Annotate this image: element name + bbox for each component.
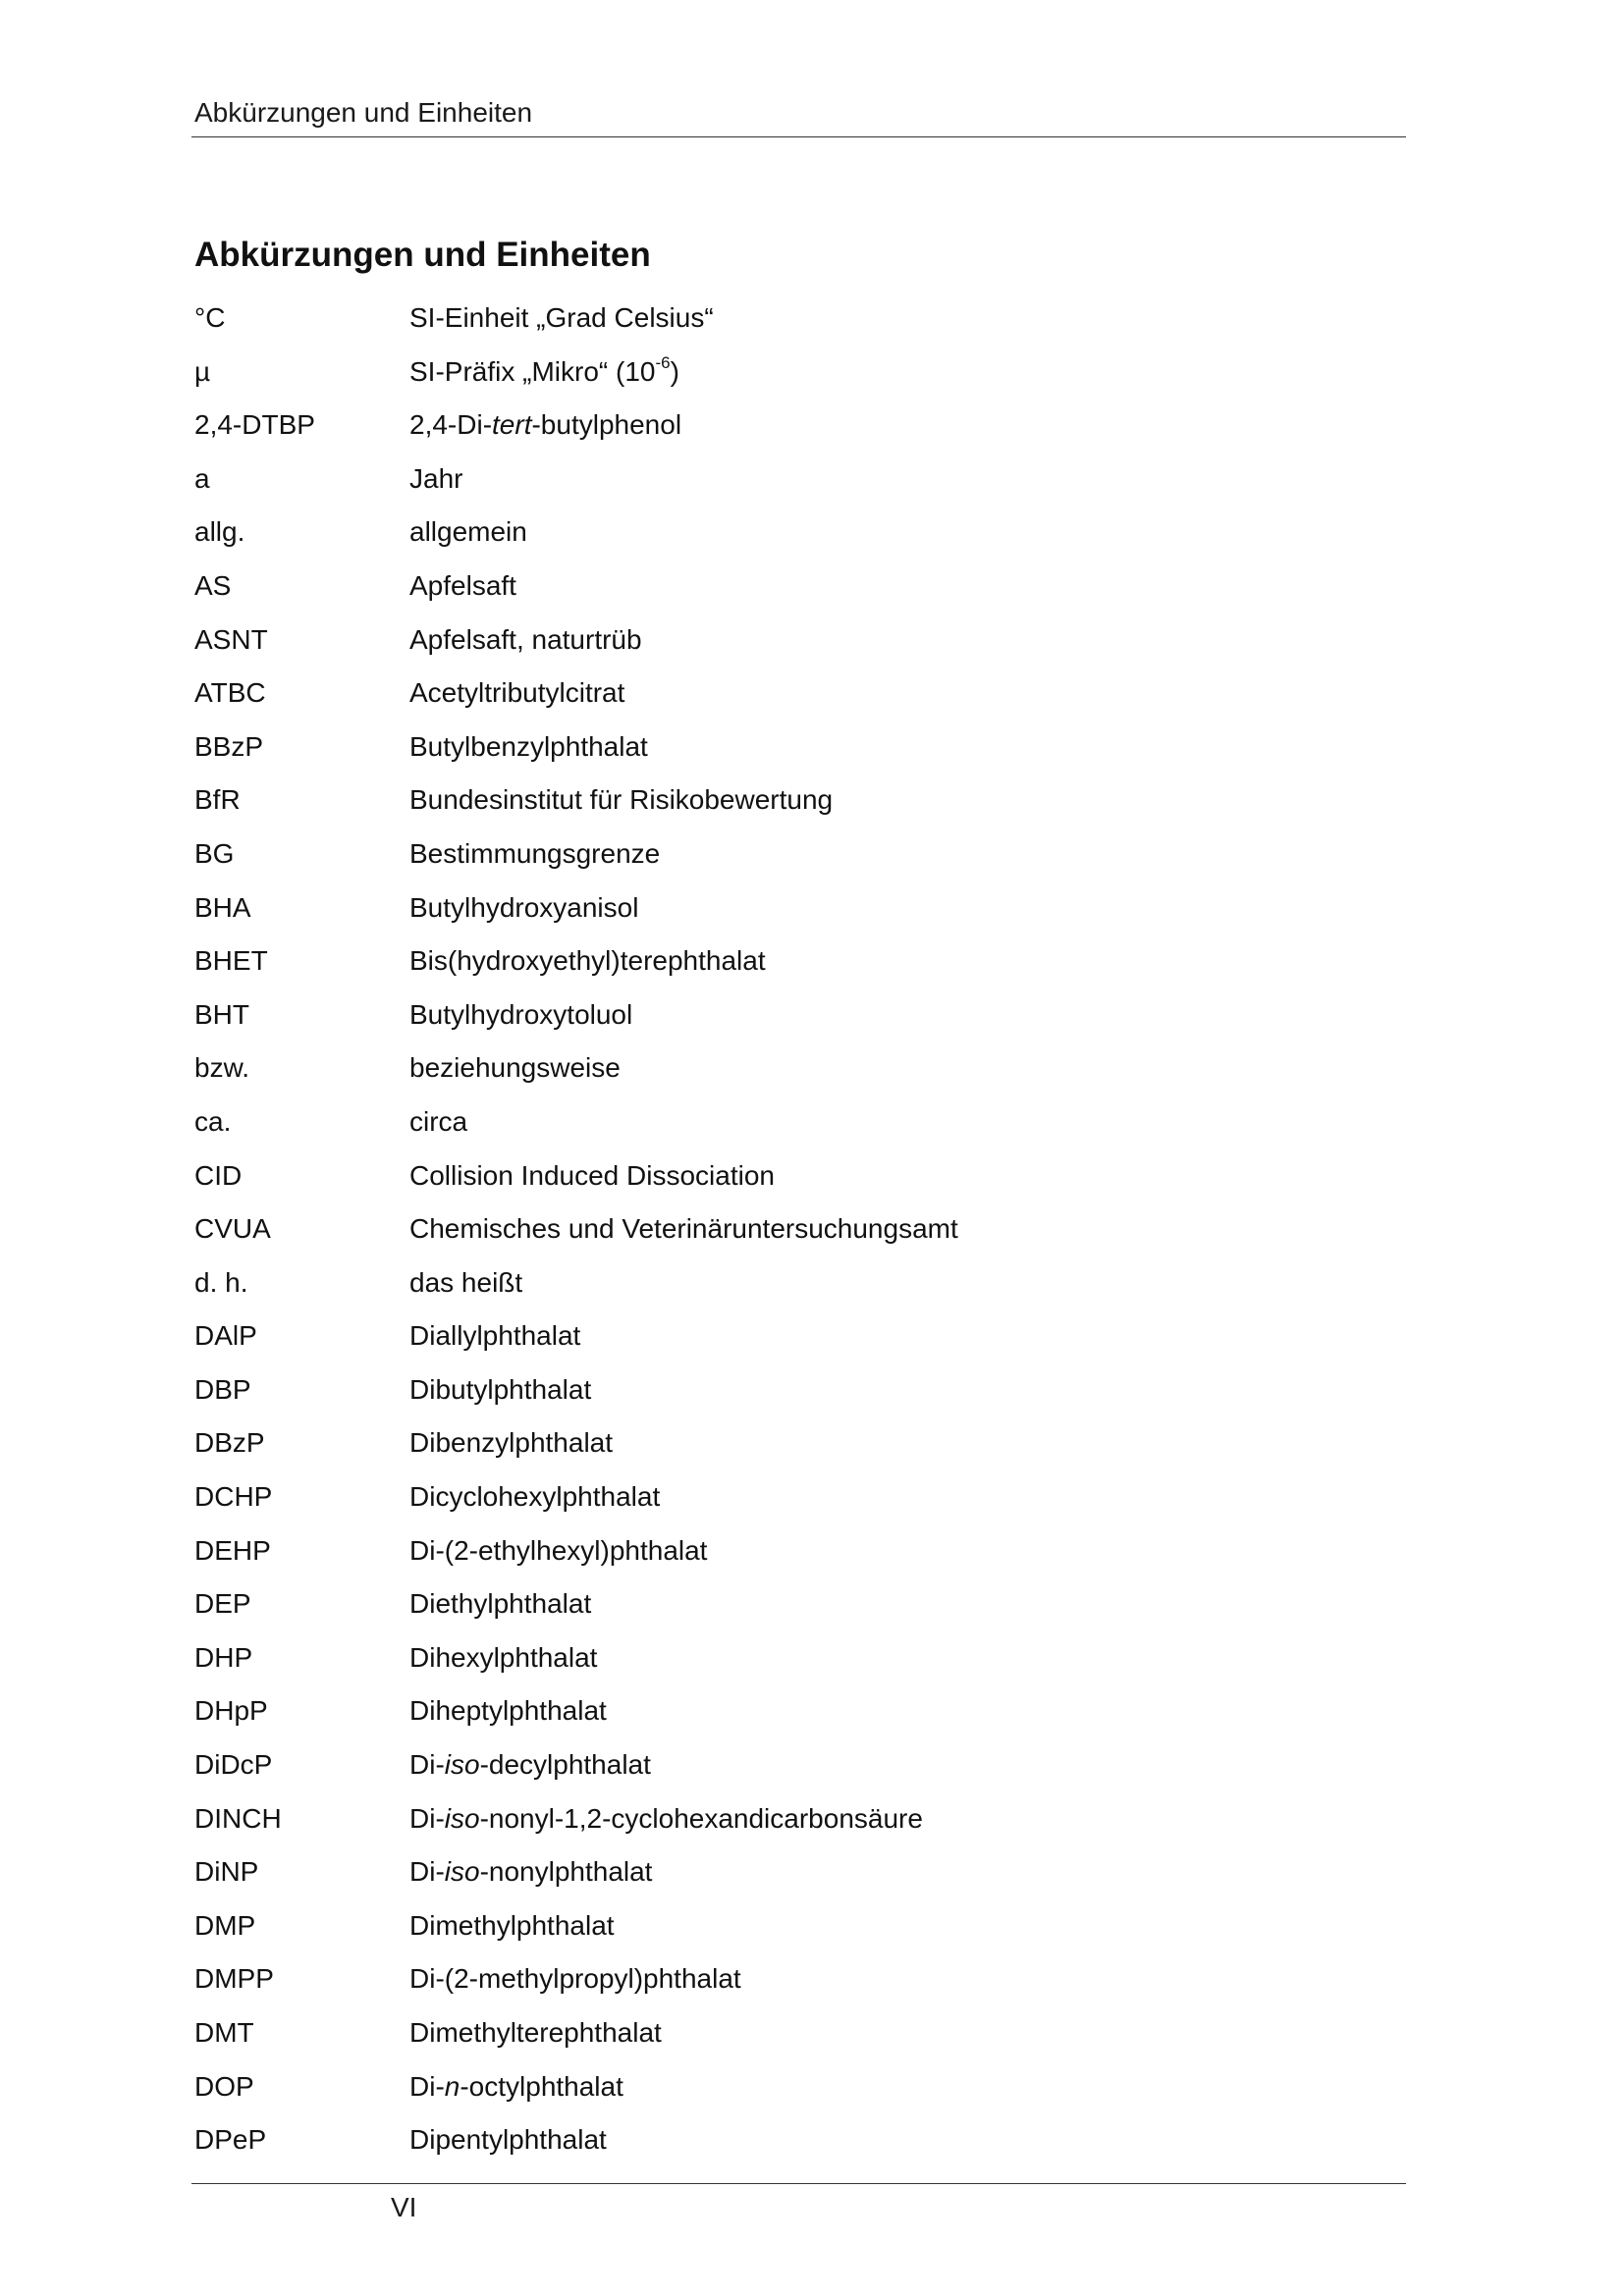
definition-italic-segment: iso — [444, 1802, 480, 1834]
abbreviation-term: BG — [194, 837, 235, 869]
abbreviation-term: DCHP — [194, 1481, 273, 1513]
abbreviation-definition — [409, 782, 1406, 818]
definition-segment: Bundesinstitut für Risikobewertung — [409, 784, 834, 816]
abbreviation-definition — [409, 407, 1406, 443]
definition-segment: allgemein — [409, 516, 527, 548]
abbreviation-row — [194, 1479, 1406, 1533]
definition-segment: beziehungsweise — [409, 1052, 621, 1084]
abbreviation-definition — [409, 675, 1406, 711]
abbreviation-row — [194, 622, 1406, 676]
header-rule — [191, 136, 1406, 137]
abbreviation-row — [194, 2015, 1406, 2069]
abbreviation-definition — [409, 836, 1406, 872]
abbreviation-row — [194, 1908, 1406, 1962]
abbreviation-term: CVUA — [194, 1213, 271, 1245]
abbreviation-row — [194, 1693, 1406, 1747]
abbreviation-term: DPeP — [194, 2124, 267, 2156]
definition-segment: Dibenzylphthalat — [409, 1427, 614, 1459]
definition-segment: Dibutylphthalat — [409, 1373, 592, 1405]
abbreviation-definition — [409, 1533, 1406, 1569]
abbreviation-term: DMP — [194, 1909, 256, 1941]
abbreviation-row — [194, 836, 1406, 890]
definition-segment: Butylhydroxytoluol — [409, 998, 633, 1030]
definition-segment: Di- — [409, 1802, 445, 1834]
definition-segment: Bestimmungsgrenze — [409, 837, 661, 869]
abbreviation-definition — [409, 943, 1406, 979]
definition-italic-segment: iso — [444, 1749, 480, 1781]
abbreviation-row — [194, 1961, 1406, 2015]
abbreviation-row — [194, 2122, 1406, 2176]
definition-segment: Di- — [409, 1749, 445, 1781]
abbreviation-row — [194, 1854, 1406, 1908]
definition-italic-segment: n — [444, 2070, 460, 2102]
definition-segment: ) — [670, 355, 679, 387]
definition-italic-segment: iso — [444, 1856, 480, 1888]
abbreviation-definition — [409, 2015, 1406, 2051]
abbreviation-term: DINCH — [194, 1802, 282, 1834]
abbreviation-definition — [409, 729, 1406, 765]
abbreviation-definition — [409, 354, 1406, 390]
abbreviation-term: BBzP — [194, 730, 264, 762]
abbreviation-row — [194, 1586, 1406, 1640]
abbreviation-row — [194, 1533, 1406, 1587]
abbreviation-list — [194, 300, 1406, 2176]
abbreviation-term: DEHP — [194, 1534, 271, 1566]
abbreviation-definition — [409, 461, 1406, 497]
abbreviation-term: 2,4-DTBP — [194, 409, 315, 441]
abbreviation-row — [194, 943, 1406, 997]
abbreviation-term: DBP — [194, 1373, 251, 1405]
definition-segment: -octylphthalat — [460, 2070, 623, 2102]
abbreviation-definition — [409, 1693, 1406, 1729]
definition-segment: Di-(2-methylpropyl)phthalat — [409, 1963, 741, 1995]
definition-segment: Di-(2-ethylhexyl)phthalat — [409, 1534, 708, 1566]
abbreviation-definition — [409, 1640, 1406, 1676]
definition-superscript: -6 — [655, 353, 671, 373]
abbreviation-definition — [409, 300, 1406, 336]
definition-segment: -decylphthalat — [479, 1749, 651, 1781]
definition-segment: Dimethylphthalat — [409, 1909, 615, 1941]
definition-segment: Apfelsaft, naturtrüb — [409, 623, 642, 655]
abbreviation-term: ATBC — [194, 677, 266, 709]
definition-segment: das heißt — [409, 1266, 523, 1298]
definition-segment: Bis(hydroxyethyl)terephthalat — [409, 945, 766, 977]
definition-segment: -nonylphthalat — [479, 1856, 653, 1888]
abbreviation-term: AS — [194, 569, 232, 601]
footer-rule — [191, 2183, 1406, 2184]
abbreviation-term: DAlP — [194, 1320, 257, 1352]
abbreviation-row — [194, 1747, 1406, 1801]
page-number: VI — [391, 2192, 417, 2222]
definition-segment: Dimethylterephthalat — [409, 2017, 662, 2048]
abbreviation-definition — [409, 1961, 1406, 1997]
abbreviation-definition — [409, 1801, 1406, 1837]
definition-segment: Dihexylphthalat — [409, 1641, 598, 1673]
abbreviation-definition — [409, 568, 1406, 604]
definition-segment: 2,4-Di- — [409, 409, 493, 441]
definition-segment: Di- — [409, 2070, 445, 2102]
abbreviation-term: allg. — [194, 516, 245, 548]
abbreviation-row — [194, 1640, 1406, 1694]
definition-segment: Chemisches und Veterinäruntersuchungsamt — [409, 1213, 958, 1245]
definition-segment: circa — [409, 1105, 468, 1137]
definition-segment: Apfelsaft — [409, 569, 516, 601]
abbreviation-definition — [409, 1586, 1406, 1622]
abbreviation-definition — [409, 890, 1406, 926]
abbreviation-term: BHET — [194, 945, 268, 977]
abbreviation-row — [194, 1104, 1406, 1158]
abbreviation-definition — [409, 1158, 1406, 1194]
abbreviation-term: DMT — [194, 2017, 254, 2048]
abbreviation-term: DBzP — [194, 1427, 265, 1459]
abbreviation-definition — [409, 997, 1406, 1033]
definition-italic-segment: tert — [492, 409, 532, 441]
abbreviation-definition — [409, 1265, 1406, 1301]
abbreviation-row — [194, 514, 1406, 568]
definition-segment: SI-Einheit „Grad Celsius“ — [409, 302, 714, 333]
definition-segment: -butylphenol — [531, 409, 682, 441]
definition-segment: Jahr — [409, 462, 463, 494]
abbreviation-definition — [409, 1318, 1406, 1354]
abbreviation-definition — [409, 2122, 1406, 2158]
abbreviation-definition — [409, 1104, 1406, 1140]
abbreviation-row — [194, 782, 1406, 836]
definition-segment: Diethylphthalat — [409, 1588, 592, 1620]
abbreviation-definition — [409, 1479, 1406, 1515]
abbreviation-term: BHT — [194, 998, 249, 1030]
abbreviation-row — [194, 729, 1406, 783]
abbreviation-term: DiNP — [194, 1856, 259, 1888]
running-header: Abkürzungen und Einheiten — [194, 97, 533, 128]
abbreviation-term: DHpP — [194, 1695, 268, 1727]
abbreviation-term: a — [194, 462, 210, 494]
abbreviation-term: ASNT — [194, 623, 268, 655]
abbreviation-row — [194, 675, 1406, 729]
definition-segment: Di- — [409, 1856, 445, 1888]
abbreviation-row — [194, 1318, 1406, 1372]
abbreviation-term: CID — [194, 1159, 243, 1191]
abbreviation-row — [194, 1372, 1406, 1426]
abbreviation-row — [194, 1425, 1406, 1479]
abbreviation-row — [194, 461, 1406, 515]
abbreviation-row — [194, 1265, 1406, 1319]
abbreviation-term: °C — [194, 302, 226, 333]
definition-segment: SI-Präfix „Mikro“ (10 — [409, 355, 656, 387]
definition-segment: Dicyclohexylphthalat — [409, 1481, 661, 1513]
abbreviation-term: ca. — [194, 1105, 232, 1137]
abbreviation-row — [194, 1050, 1406, 1104]
abbreviation-row — [194, 997, 1406, 1051]
abbreviation-row — [194, 300, 1406, 354]
abbreviation-term: DEP — [194, 1588, 251, 1620]
abbreviation-definition — [409, 1747, 1406, 1783]
abbreviation-term: µ — [194, 355, 211, 387]
definition-segment: Dipentylphthalat — [409, 2124, 607, 2156]
abbreviation-definition — [409, 514, 1406, 550]
abbreviation-row — [194, 2069, 1406, 2123]
abbreviation-definition — [409, 1908, 1406, 1944]
abbreviation-term: DHP — [194, 1641, 253, 1673]
abbreviation-row — [194, 1801, 1406, 1855]
abbreviation-term: BfR — [194, 784, 241, 816]
abbreviation-row — [194, 890, 1406, 944]
abbreviation-definition — [409, 1372, 1406, 1408]
definition-segment: Butylbenzylphthalat — [409, 730, 648, 762]
abbreviation-definition — [409, 2069, 1406, 2105]
abbreviation-term: BHA — [194, 891, 251, 923]
definition-segment: Diallylphthalat — [409, 1320, 581, 1352]
abbreviation-term: DiDcP — [194, 1749, 273, 1781]
abbreviation-term: d. h. — [194, 1266, 248, 1298]
definition-segment: -nonyl-1,2-cyclohexandicarbonsäure — [479, 1802, 923, 1834]
definition-segment: Collision Induced Dissociation — [409, 1159, 775, 1191]
abbreviation-definition — [409, 1425, 1406, 1461]
abbreviation-row — [194, 568, 1406, 622]
abbreviation-row — [194, 1158, 1406, 1212]
abbreviation-definition — [409, 1211, 1406, 1247]
abbreviation-row — [194, 354, 1406, 408]
definition-segment: Acetyltributylcitrat — [409, 677, 625, 709]
abbreviation-definition — [409, 622, 1406, 658]
definition-segment: Diheptylphthalat — [409, 1695, 607, 1727]
abbreviation-term: DOP — [194, 2070, 254, 2102]
abbreviation-row — [194, 1211, 1406, 1265]
abbreviation-definition — [409, 1854, 1406, 1890]
abbreviation-term: bzw. — [194, 1052, 250, 1084]
section-title: Abkürzungen und Einheiten — [194, 236, 651, 274]
abbreviation-term: DMPP — [194, 1963, 274, 1995]
abbreviation-row — [194, 407, 1406, 461]
abbreviation-definition — [409, 1050, 1406, 1086]
definition-segment: Butylhydroxyanisol — [409, 891, 639, 923]
